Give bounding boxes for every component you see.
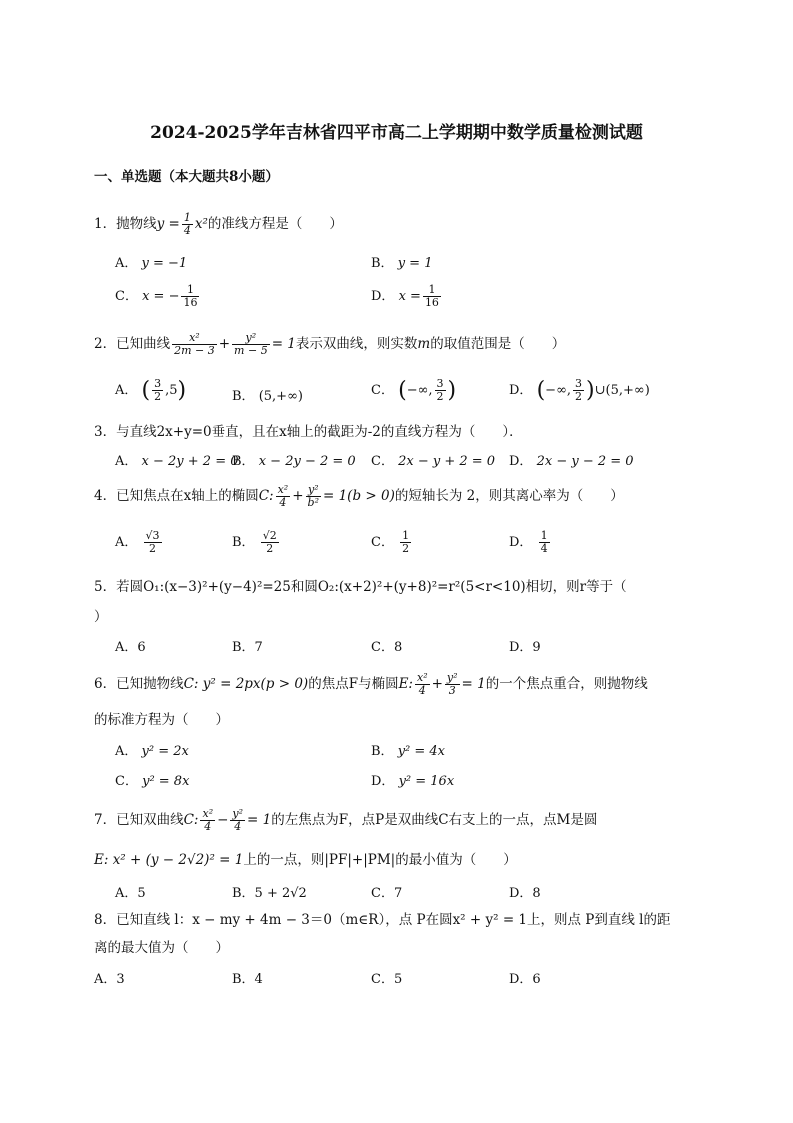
q3-option-b: B． x − 2y − 2 = 0 xyxy=(232,454,356,469)
q7-formula: C: $\frac{\text{x²}}{4}$ − $\frac{\text{y²}}{4}$ = 1 xyxy=(183,807,272,833)
question-5: 5．若圆O₁:(x−3)²+(y−4)²=25和圆O₂:(x+2)²+(y+8)²=r²(5<r<10)相切，则r等于（ xyxy=(94,579,627,595)
q2-option-a: A． ( $\frac{3}{2}$ ,5) xyxy=(115,377,187,403)
q2-formula: $\frac{\text{x²}}{2m - 3}$ + $\frac{\text{y²}}{m - 5}$ = 1 xyxy=(174,331,296,357)
q6-formula: E: $\frac{\text{x²}}{4}$ + $\frac{\text{y²}}{3}$ = 1 xyxy=(398,671,486,697)
question-7: 7．已知双曲线C: $\frac{\text{x²}}{4}$ − $\frac{\text{y²}}{4}$ = 1的左焦点为F，点P是双曲线C右支上的一点，点M是圆 xyxy=(94,807,598,833)
q1-option-a: A． y = −1 xyxy=(115,256,188,271)
q5-option-c: C．8 xyxy=(371,640,403,655)
q8-option-d: D．6 xyxy=(509,972,541,987)
section-heading: 一、单选题（本大题共8小题） xyxy=(94,169,279,185)
q6-option-c: C． y² = 8x xyxy=(115,774,190,789)
question-4: 4．已知焦点在x轴上的椭圆C: $\frac{\text{x²}}{4}$ + $\frac{\text{y²}}{\text{b²}}$ = 1(b > 0)的短轴长为 2，则其离心率为（ ） xyxy=(94,483,624,509)
q3-option-a: A． x − 2y + 2 = 0 xyxy=(115,454,239,469)
q8-option-c: C．5 xyxy=(371,972,403,987)
q1-option-c: C． x = − $\frac{1}{16}$ xyxy=(115,283,198,309)
q7-option-d: D．8 xyxy=(509,886,541,901)
q1-stem-b: 的准线方程是（ ） xyxy=(207,216,343,232)
q6-option-b: B． y² = 4x xyxy=(371,744,446,759)
question-3: 3．与直线2x+y=0垂直，且在x轴上的截距为-2的直线方程为（ ）． xyxy=(94,424,523,440)
q1-option-b: B． y = 1 xyxy=(371,256,433,271)
q2-option-c: C． (−∞, $\frac{3}{2}$ ) xyxy=(371,377,457,403)
q8-option-a: A．3 xyxy=(94,972,125,987)
q4-option-c: C． $\frac{1}{2}$ xyxy=(371,529,410,555)
q5-option-d: D．9 xyxy=(509,640,541,655)
question-1 xyxy=(94,212,343,237)
question-6: 6．已知抛物线C: y² = 2px(p > 0)的焦点F与椭圆E: $\frac{\text{x²}}{4}$ + $\frac{\text{y²}}{3}$ = 1的一个焦点重合，则抛物线 xyxy=(94,671,648,697)
q7-option-c: C．7 xyxy=(371,886,403,901)
question-2: 2．已知曲线 $\frac{\text{x²}}{2m - 3}$ + $\frac{\text{y²}}{m - 5}$ = 1表示双曲线，则实数m的取值范围是（ ） xyxy=(94,331,566,357)
q3-option-c: C． 2x − y + 2 = 0 xyxy=(371,454,496,469)
question-7-line2: E: x² + (y − 2√2)² = 1上的一点，则|PF|+|PM|的最小值为（ ） xyxy=(94,852,517,868)
q5-option-b: B．7 xyxy=(232,640,263,655)
q1-stem-a: 1．抛物线 xyxy=(94,216,157,232)
q4-option-a: A． $\frac{√3}{2}$ xyxy=(115,529,160,555)
q6-option-d: D． y² = 16x xyxy=(371,774,455,789)
q1-formula: y = $\frac{1}{4}$ x² xyxy=(156,211,208,237)
q1-option-d: D． x = $\frac{1}{16}$ xyxy=(371,283,439,309)
q5-option-a: A．6 xyxy=(115,640,146,655)
q4-formula: C: $\frac{\text{x²}}{4}$ + $\frac{\text{y²}}{\text{b²}}$ = 1(b > 0) xyxy=(258,483,395,509)
q6-option-a: A． y² = 2x xyxy=(115,744,189,759)
q4-option-d: D． $\frac{1}{4}$ xyxy=(509,529,548,555)
q4-option-b: B． $\frac{√2}{2}$ xyxy=(232,529,277,555)
q8-option-b: B．4 xyxy=(232,972,263,987)
q2-stem-a: 2．已知曲线 xyxy=(94,336,171,352)
question-8-line2: 离的最大值为（ ） xyxy=(94,940,229,956)
q2-option-d: D． (−∞, $\frac{3}{2}$ )∪(5,+∞) xyxy=(509,377,650,403)
q7-option-a: A．5 xyxy=(115,886,146,901)
question-5-line2: ） xyxy=(94,609,108,625)
q2-option-b: B． (5,+∞) xyxy=(232,389,303,404)
q3-option-d: D． 2x − y − 2 = 0 xyxy=(509,454,634,469)
question-6-line2: 的标准方程为（ ） xyxy=(94,712,229,728)
page-title: 2024-2025学年吉林省四平市高二上学期期中数学质量检测试题 xyxy=(150,123,643,143)
question-8: 8．已知直线 l：x − my + 4m − 3＝0（m∈R），点 P在圆x² + y² = 1上，则点 P到直线 l的距 xyxy=(94,912,671,928)
q7-option-b: B．5 + 2√2 xyxy=(232,886,307,901)
